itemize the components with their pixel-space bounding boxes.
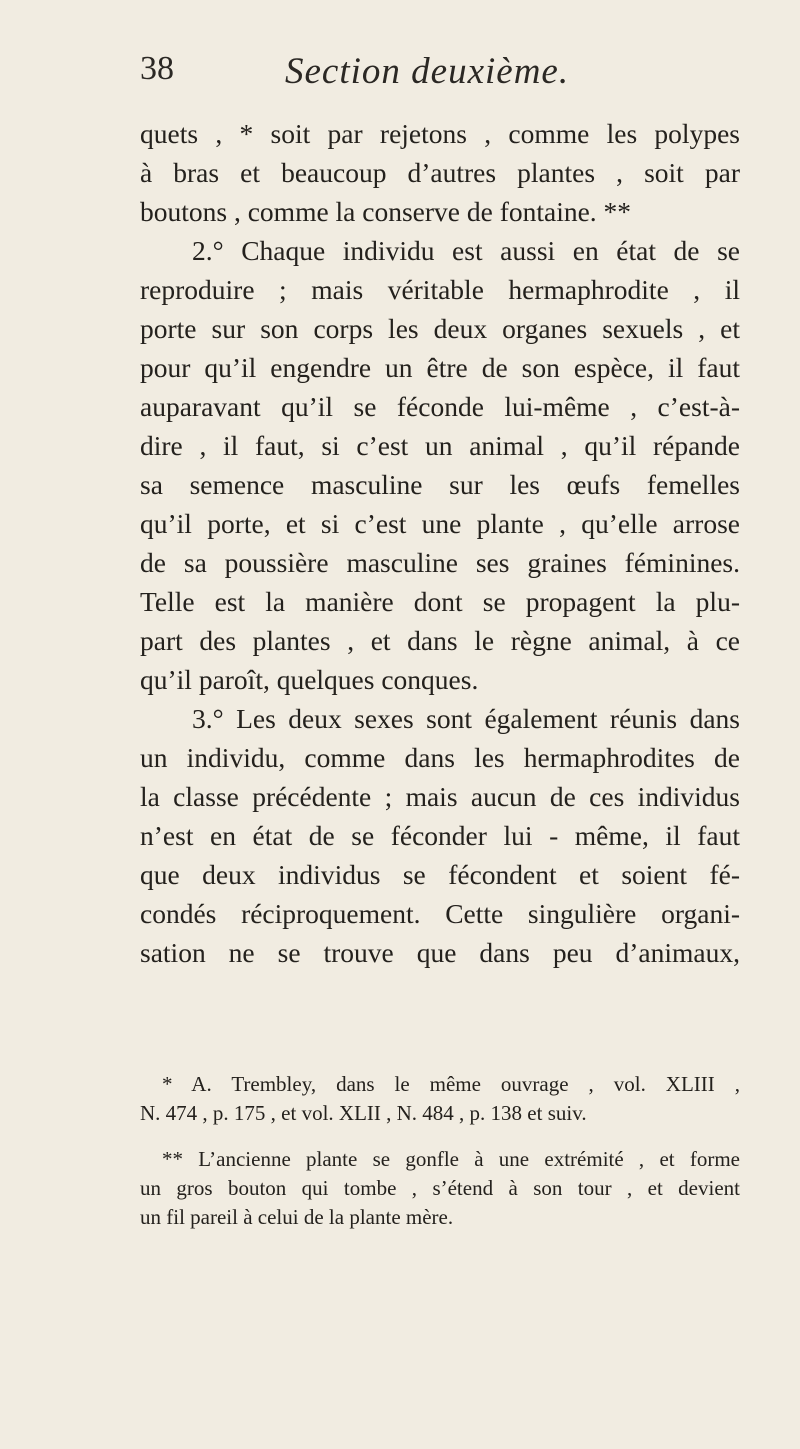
text-line: à bras et beaucoup d’autres plantes , soit par [140,157,740,188]
text-line: quets , * soit par rejetons , comme les polypes [140,118,740,149]
body-text [140,114,740,972]
text-line: dire , il faut, si c’est un animal , qu’il répande [140,430,740,461]
footnote-1 [140,1070,740,1128]
footnote-line: * A. Trembley, dans le même ouvrage , vol. XLIII , [162,1072,740,1096]
text-line: qu’il paroît, quelques conques. [140,664,479,695]
text-line: sa semence masculine sur les œufs femelles [140,469,740,500]
text-line: un individu, comme dans les hermaphrodites de [140,742,740,773]
text-line: condés réciproquement. Cette singulière organi- [140,898,740,929]
footnote-2 [140,1145,740,1232]
text-line: de sa poussière masculine ses graines féminines. [140,547,740,578]
text-line: 2.° Chaque individu est aussi en état de se [192,235,740,266]
text-line: 3.° Les deux sexes sont également réunis dans [192,703,740,734]
text-line: qu’il porte, et si c’est une plante , qu’elle arrose [140,508,740,539]
text-line: sation ne se trouve que dans peu d’animaux, [140,937,740,968]
text-line: n’est en état de se féconder lui - même, il faut [140,820,740,851]
footnote-line: un fil pareil à celui de la plante mère. [140,1205,454,1229]
footnotes [140,1070,740,1232]
text-line: pour qu’il engendre un être de son espèce, il faut [140,352,740,383]
footnote-line: un gros bouton qui tombe , s’étend à son tour , et devient [140,1176,740,1200]
footnote-line: N. 474 , p. 175 , et vol. XLII , N. 484 , p. 138 et suiv. [140,1101,587,1125]
footnote-line: ** L’ancienne plante se gonfle à une extrémité , et forme [162,1147,740,1171]
page-header [140,50,740,110]
text-line: porte sur son corps les deux organes sexuels , et [140,313,740,344]
text-line: la classe précédente ; mais aucun de ces individus [140,781,740,812]
text-line: Telle est la manière dont se propagent la plu- [140,586,740,617]
text-line: boutons , comme la conserve de fontaine. ** [140,196,632,227]
text-line: que deux individus se fécondent et soient fé- [140,859,740,890]
text-line: part des plantes , et dans le règne animal, à ce [140,625,740,656]
text-line: reproduire ; mais véritable hermaphrodite , il [140,274,740,305]
page-number: 38 [140,50,174,87]
text-line: auparavant qu’il se féconde lui-même , c’est-à- [140,391,740,422]
running-title: Section deuxième. [285,51,570,92]
